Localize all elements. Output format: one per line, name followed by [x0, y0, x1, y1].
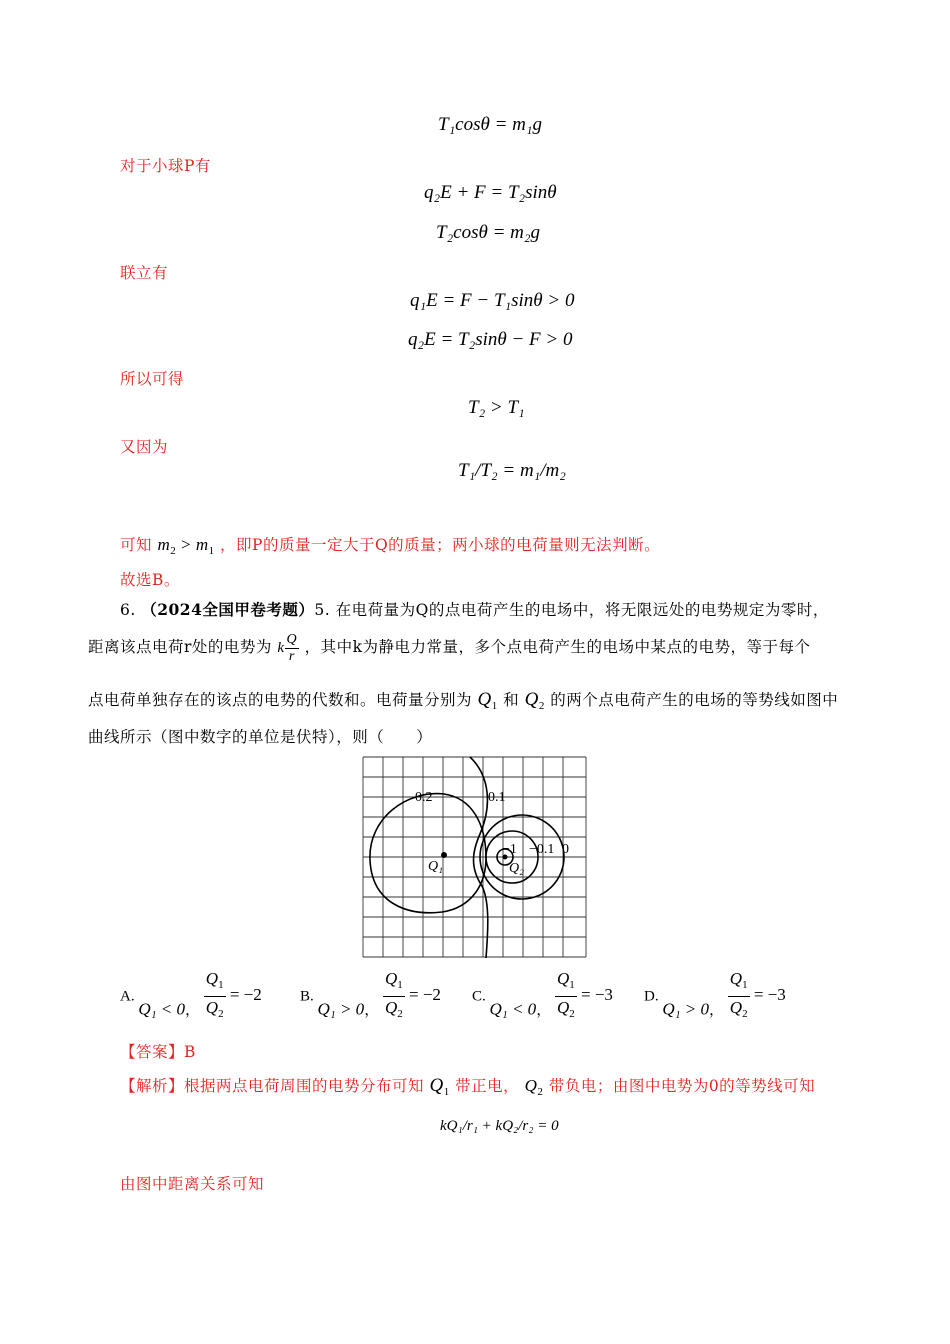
question-line3-a: 点电荷单独存在的该点的电势的代数和。电荷量分别为 [88, 691, 473, 709]
option-a-letter: A. [120, 988, 135, 1005]
q2-symbol: $Q_2$ [524, 689, 545, 712]
equation-potential-sum-text: kQ₁/r₁ + kQ₂/r₂ = 0 [440, 1118, 559, 1134]
option-d-ratio: $\frac{Q_1}{Q_2}$ = −3 [729, 969, 786, 1020]
label-q2: Q₂ [509, 861, 524, 876]
option-b-letter: B. [300, 988, 314, 1005]
equation-q2E-positive: q₂E = T₂sinθ − F > 0 [408, 329, 573, 350]
option-c-ratio: $\frac{Q_1}{Q_2}$ = −3 [556, 969, 613, 1020]
answer-value: B [184, 1043, 196, 1061]
conclusion-math: $m_2 > m_1$ [157, 535, 215, 557]
analysis-last-line: 由图中距离关系可知 [120, 1175, 265, 1193]
option-c[interactable]: C. Q₁ < 0， $\frac{Q_1}{Q_2}$ = −3 [472, 969, 613, 1020]
question-line1: 在电荷量为Q的点电荷产生的电场中，将无限远处的电势规定为零时， [335, 601, 829, 619]
label-also-because: 又因为 [120, 438, 169, 456]
option-a-ratio: $\frac{Q_1}{Q_2}$ = −2 [205, 969, 262, 1020]
option-d-condition: Q₁ > 0 [662, 999, 710, 1019]
label-minus-1: −1 [502, 842, 517, 857]
conclusion-line [120, 533, 660, 557]
question-line3-b: 和 [503, 691, 520, 709]
option-c-condition: Q₁ < 0 [489, 999, 537, 1019]
contour-0.1 [470, 757, 488, 958]
equation-T1-cos [438, 114, 542, 136]
option-d[interactable]: D. Q₁ > 0， $\frac{Q_1}{Q_2}$ = −3 [644, 969, 786, 1020]
conclusion-rest: ，即P的质量一定大于Q的质量；两小球的电荷量则无法判断。 [220, 536, 661, 554]
q1-charge-dot [441, 852, 447, 858]
label-minus-0.1: −0.1 [529, 842, 555, 857]
equipotential-figure [362, 756, 588, 960]
grid [363, 757, 586, 957]
q1-symbol: $Q_1$ [477, 689, 498, 712]
label-0.2: 0.2 [415, 790, 433, 805]
equation-q1E-positive: q₁E = F − T₁sinθ > 0 [410, 290, 575, 311]
question-6-line1 [120, 598, 829, 620]
option-c-letter: C. [472, 988, 486, 1005]
equation-T2-cos: T₂cosθ = m₂g [436, 222, 540, 243]
analysis-text-b: 带正电， [455, 1077, 520, 1095]
choose-b: 故选B。 [120, 571, 180, 589]
equation-T2-gt-T1: T₂ > T₁ [468, 397, 525, 418]
question-6-line3 [88, 688, 838, 712]
option-d-letter: D. [644, 988, 659, 1005]
analysis-tag: 【解析】 [120, 1077, 185, 1095]
question-line3-c: 的两个点电荷产生的电场的等势线如图中 [550, 691, 839, 709]
option-b-condition: Q₁ > 0 [317, 999, 365, 1019]
equation-potential-sum [440, 1118, 559, 1135]
conclusion-prefix: 可知 [120, 536, 153, 554]
option-a-condition: Q₁ < 0 [138, 999, 186, 1019]
equation-T1-cos-text: T₁cosθ = m₁g [438, 114, 542, 135]
contour-0.2 [370, 794, 486, 913]
potential-formula: k $\frac{Q}{r}$ [277, 632, 298, 664]
analysis-q1: $Q_1$ [429, 1075, 450, 1098]
label-for-ball-p: 对于小球P有 [120, 157, 211, 175]
label-q1: Q₁ [428, 859, 443, 874]
equation-ratio [458, 460, 566, 482]
equation-ratio-text: T₁/T₂ = m₁/m₂ [458, 460, 566, 481]
question-number: 6. [120, 601, 136, 619]
analysis-text-c: 带负电；由图中电势为0的等势线可知 [548, 1077, 816, 1095]
analysis-q2: $Q_2$ [524, 1076, 544, 1098]
label-0: 0 [562, 842, 569, 857]
analysis-text-a: 根据两点电荷周围的电势分布可知 [184, 1077, 425, 1095]
equation-q2E-force: q₂E + F = T₂sinθ [424, 182, 557, 203]
analysis-line [120, 1074, 815, 1098]
answer-tag: 【答案】 [120, 1043, 185, 1061]
option-b-ratio: $\frac{Q_1}{Q_2}$ = −2 [384, 969, 441, 1020]
question-line2-a: 距离该点电荷r处的电势为 [88, 637, 272, 656]
question-line2-b: ，其中k为静电力常量，多个点电荷产生的电场中某点的电势，等于每个 [304, 637, 811, 656]
question-6-line4: 曲线所示（图中数字的单位是伏特），则（ ） [88, 728, 433, 746]
question-source: （2024全国甲卷考题） [141, 600, 315, 619]
label-combine: 联立有 [120, 264, 169, 282]
option-b[interactable]: B. Q₁ > 0， $\frac{Q_1}{Q_2}$ = −2 [300, 969, 441, 1020]
answer-line [120, 1040, 196, 1062]
question-6-line2 [88, 632, 811, 665]
option-a[interactable]: A. Q₁ < 0， $\frac{Q_1}{Q_2}$ = −2 [120, 969, 262, 1020]
label-0.1: 0.1 [488, 790, 506, 805]
question-sub-number: 5. [314, 601, 331, 619]
label-therefore: 所以可得 [120, 370, 185, 388]
